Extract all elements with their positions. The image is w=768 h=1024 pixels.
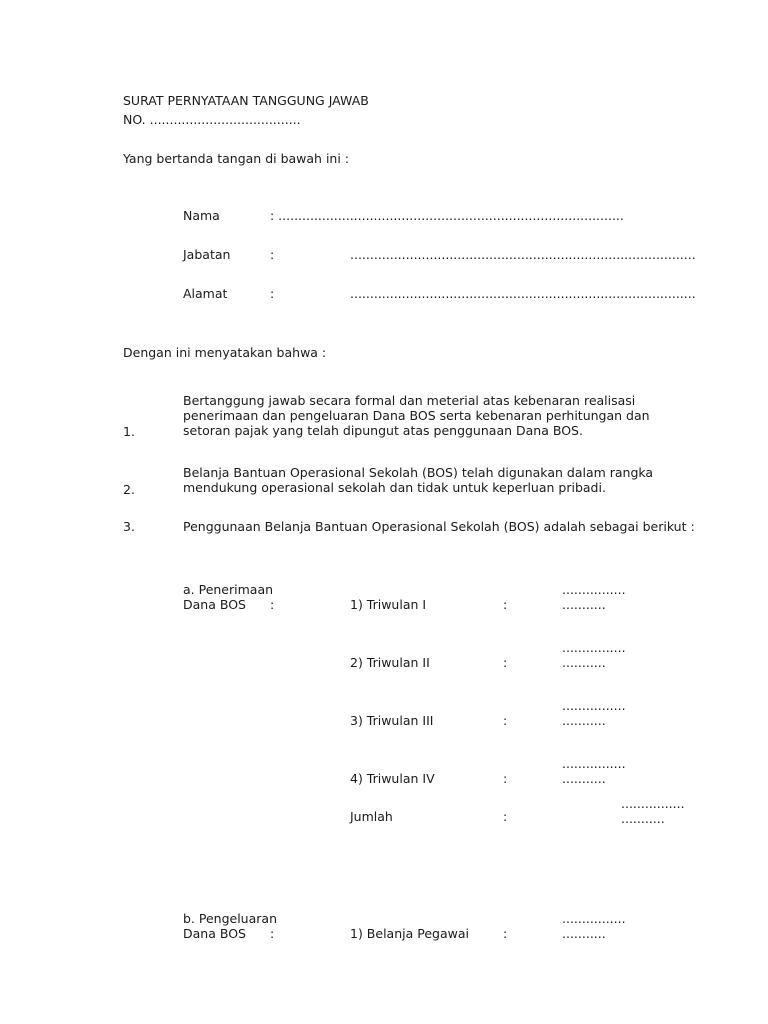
field-label-jabatan: Jabatan — [183, 247, 231, 262]
triwulan-4-label: 4) Triwulan IV — [350, 771, 435, 786]
belanja-pegawai-label: 1) Belanja Pegawai — [350, 926, 469, 941]
jumlah-amount-2: ........... — [621, 811, 665, 826]
field-value-nama: : ....................................................................................... — [270, 208, 624, 223]
penerimaan-label: a. Penerimaan — [183, 582, 274, 597]
intro-text: Yang bertanda tangan di bawah ini : — [123, 151, 350, 166]
triwulan-2-colon: : — [503, 655, 508, 670]
triwulan-1-colon: : — [503, 597, 508, 612]
statement-text-3: Penggunaan Belanja Bantuan Operasional Sekolah (BOS) adalah sebagai berikut : — [183, 519, 695, 534]
statement-text-2: Belanja Bantuan Operasional Sekolah (BOS) telah digunakan dalam rangka mendukung operasional sekolah dan tidak untuk keperluan pribadi. — [183, 465, 654, 495]
triwulan-1-amount-2: ........... — [562, 597, 606, 612]
jumlah-label: Jumlah — [350, 809, 393, 824]
declaration-intro: Dengan ini menyatakan bahwa : — [123, 345, 327, 360]
document-number: NO. ...................................... — [123, 112, 301, 127]
jumlah-colon: : — [503, 809, 508, 824]
statement-number-1: 1. — [123, 424, 135, 439]
triwulan-2-amount-2: ........... — [562, 655, 606, 670]
penerimaan-label-2: Dana BOS — [183, 597, 246, 612]
triwulan-2-label: 2) Triwulan II — [350, 655, 430, 670]
statement-number-2: 2. — [123, 482, 135, 497]
field-value-jabatan: ....................................................................................... — [350, 247, 696, 262]
pengeluaran-label: b. Pengeluaran — [183, 911, 277, 926]
belanja-pegawai-colon: : — [503, 926, 508, 941]
triwulan-4-amount: ................ — [562, 756, 626, 771]
belanja-pegawai-amount-2: ........... — [562, 926, 606, 941]
pengeluaran-colon: : — [270, 926, 275, 941]
triwulan-4-colon: : — [503, 771, 508, 786]
triwulan-3-amount: ................ — [562, 698, 626, 713]
triwulan-3-colon: : — [503, 713, 508, 728]
triwulan-1-amount: ................ — [562, 582, 626, 597]
jumlah-amount: ................ — [621, 796, 685, 811]
field-colon-jabatan: : — [270, 247, 275, 262]
triwulan-1-label: 1) Triwulan I — [350, 597, 427, 612]
penerimaan-colon: : — [270, 597, 275, 612]
triwulan-3-label: 3) Triwulan III — [350, 713, 434, 728]
field-value-alamat: ....................................................................................... — [350, 286, 696, 301]
field-colon-alamat: : — [270, 286, 275, 301]
statement-text-1: Bertanggung jawab secara formal dan meterial atas kebenaran realisasi penerimaan dan pengeluaran Dana BOS serta kebenaran perhitungan dan setoran pajak yang telah dipungut atas penggunaan Dana BOS. — [183, 393, 650, 438]
triwulan-3-amount-2: ........... — [562, 713, 606, 728]
field-label-nama: Nama — [183, 208, 220, 223]
field-label-alamat: Alamat — [183, 286, 228, 301]
statement-number-3: 3. — [123, 519, 135, 534]
document-title: SURAT PERNYATAAN TANGGUNG JAWAB — [123, 93, 369, 108]
belanja-pegawai-amount: ................ — [562, 911, 626, 926]
triwulan-2-amount: ................ — [562, 640, 626, 655]
pengeluaran-label-2: Dana BOS — [183, 926, 246, 941]
triwulan-4-amount-2: ........... — [562, 771, 606, 786]
